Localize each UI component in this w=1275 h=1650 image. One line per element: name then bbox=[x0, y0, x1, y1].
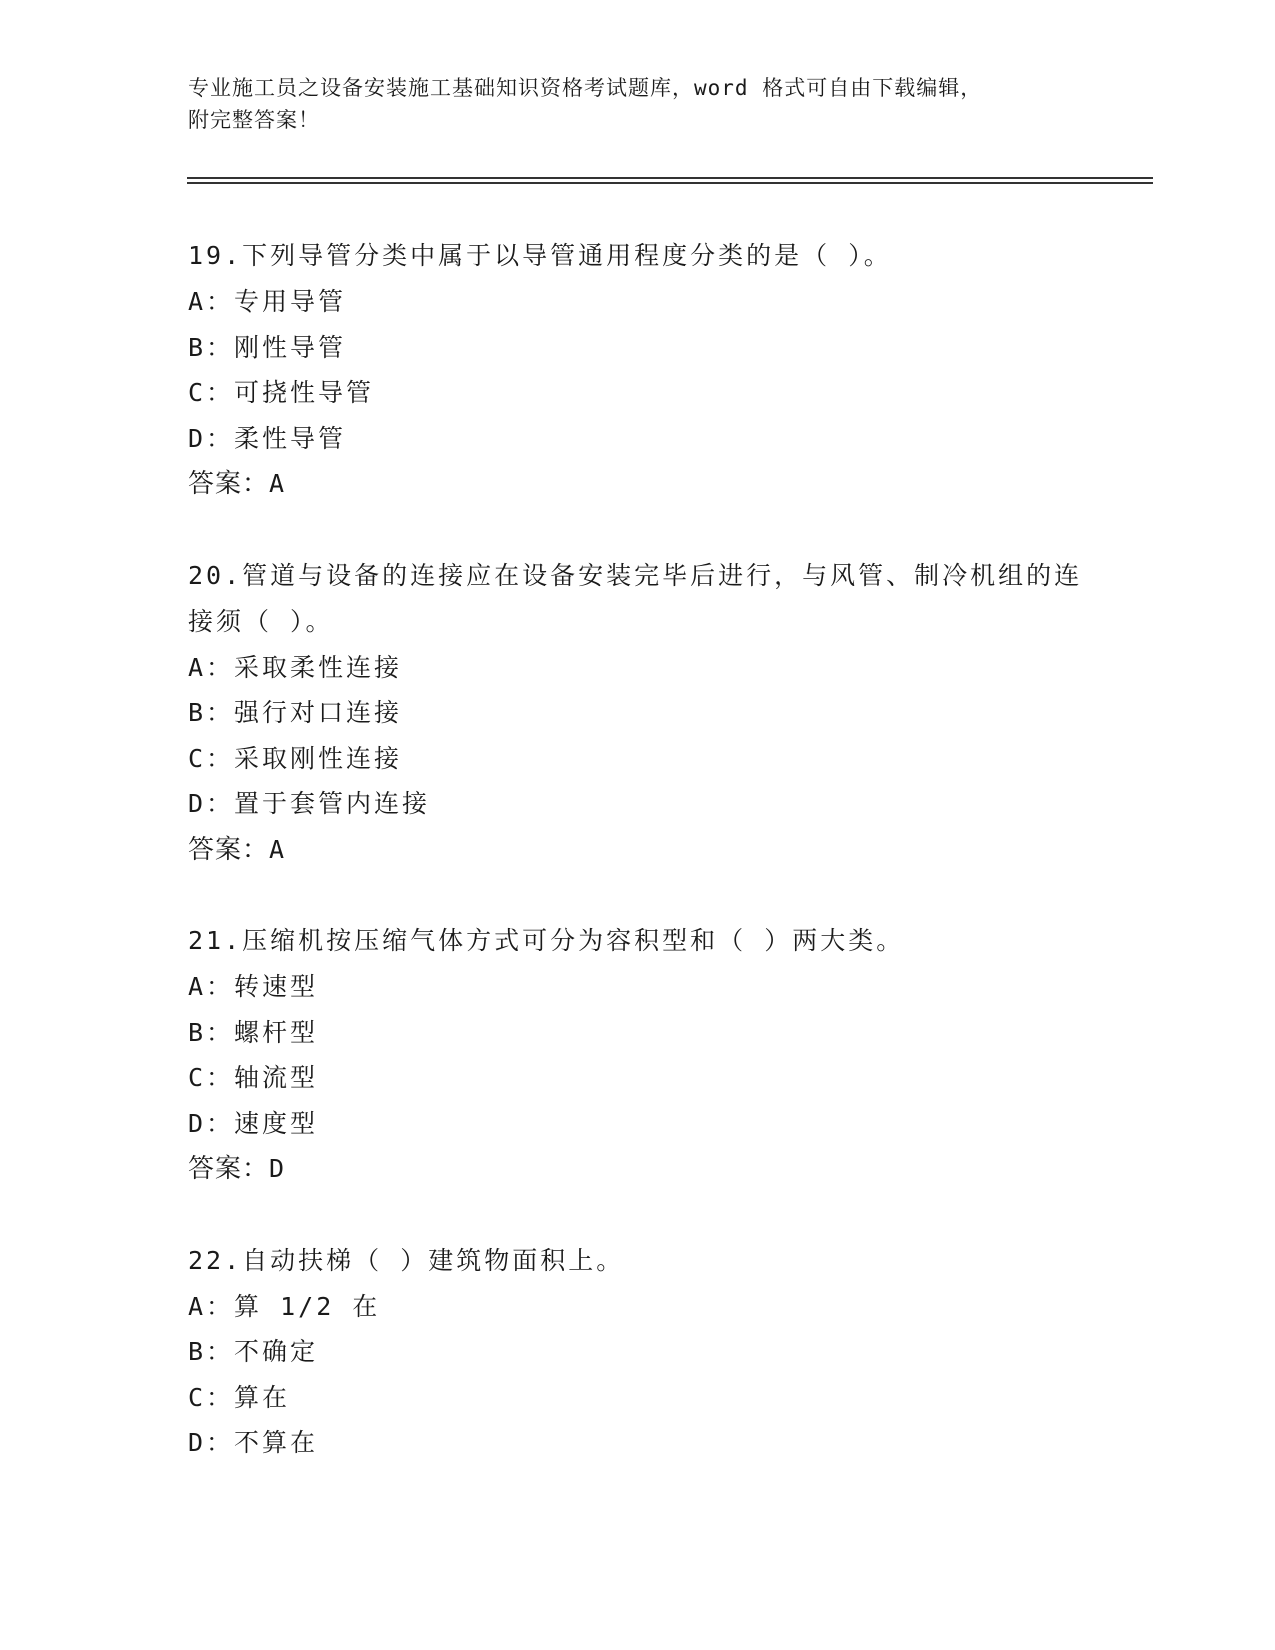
question-list bbox=[188, 233, 1088, 1511]
answer-value: D bbox=[269, 1154, 286, 1183]
option-d: D：柔性导管 bbox=[188, 423, 347, 453]
question-21 bbox=[188, 918, 1088, 1193]
header-divider-bottom bbox=[187, 182, 1153, 184]
answer-line bbox=[188, 1146, 1088, 1193]
header-divider-top bbox=[187, 177, 1153, 179]
question-stem: 20.管道与设备的连接应在设备安装完毕后进行，与风管、制冷机组的连接须（ ）。 bbox=[188, 560, 1083, 636]
option-b: B：刚性导管 bbox=[188, 332, 347, 362]
question-stem: 19.下列导管分类中属于以导管通用程度分类的是（ ）。 bbox=[188, 241, 892, 270]
option-d: D：置于套管内连接 bbox=[188, 789, 431, 818]
option-c: C：采取刚性连接 bbox=[188, 743, 403, 773]
answer-line bbox=[188, 461, 1088, 508]
option-a: A：转速型 bbox=[188, 972, 319, 1001]
answer-value: A bbox=[269, 834, 286, 864]
header-line-2: 附完整答案！ bbox=[188, 108, 320, 132]
option-b: B：强行对口连接 bbox=[188, 698, 403, 727]
header-line-1: 专业施工员之设备安装施工基础知识资格考试题库，word 格式可自由下载编辑， bbox=[188, 76, 983, 100]
document-header bbox=[188, 72, 1068, 136]
option-c: C：算在 bbox=[188, 1382, 291, 1412]
option-d: D：不算在 bbox=[188, 1428, 319, 1457]
question-stem: 21.压缩机按压缩气体方式可分为容积型和（ ）两大类。 bbox=[188, 926, 905, 955]
question-22 bbox=[188, 1238, 1088, 1466]
answer-value: A bbox=[269, 469, 286, 498]
answer-label: 答案： bbox=[188, 469, 270, 499]
option-c: C：轴流型 bbox=[188, 1063, 319, 1092]
question-19 bbox=[188, 233, 1088, 508]
option-a: A：算 1/2 在 bbox=[188, 1291, 381, 1321]
option-b: B：螺杆型 bbox=[188, 1017, 319, 1047]
option-d: D：速度型 bbox=[188, 1108, 319, 1138]
answer-label: 答案： bbox=[188, 1154, 270, 1184]
answer-label: 答案： bbox=[188, 834, 270, 865]
option-b: B：不确定 bbox=[188, 1337, 319, 1366]
option-a: A：采取柔性连接 bbox=[188, 652, 403, 682]
answer-line bbox=[188, 827, 1088, 874]
question-20 bbox=[188, 553, 1088, 874]
option-a: A：专用导管 bbox=[188, 287, 347, 316]
question-stem: 22.自动扶梯（ ）建筑物面积上。 bbox=[188, 1245, 625, 1275]
option-c: C：可挠性导管 bbox=[188, 378, 375, 407]
